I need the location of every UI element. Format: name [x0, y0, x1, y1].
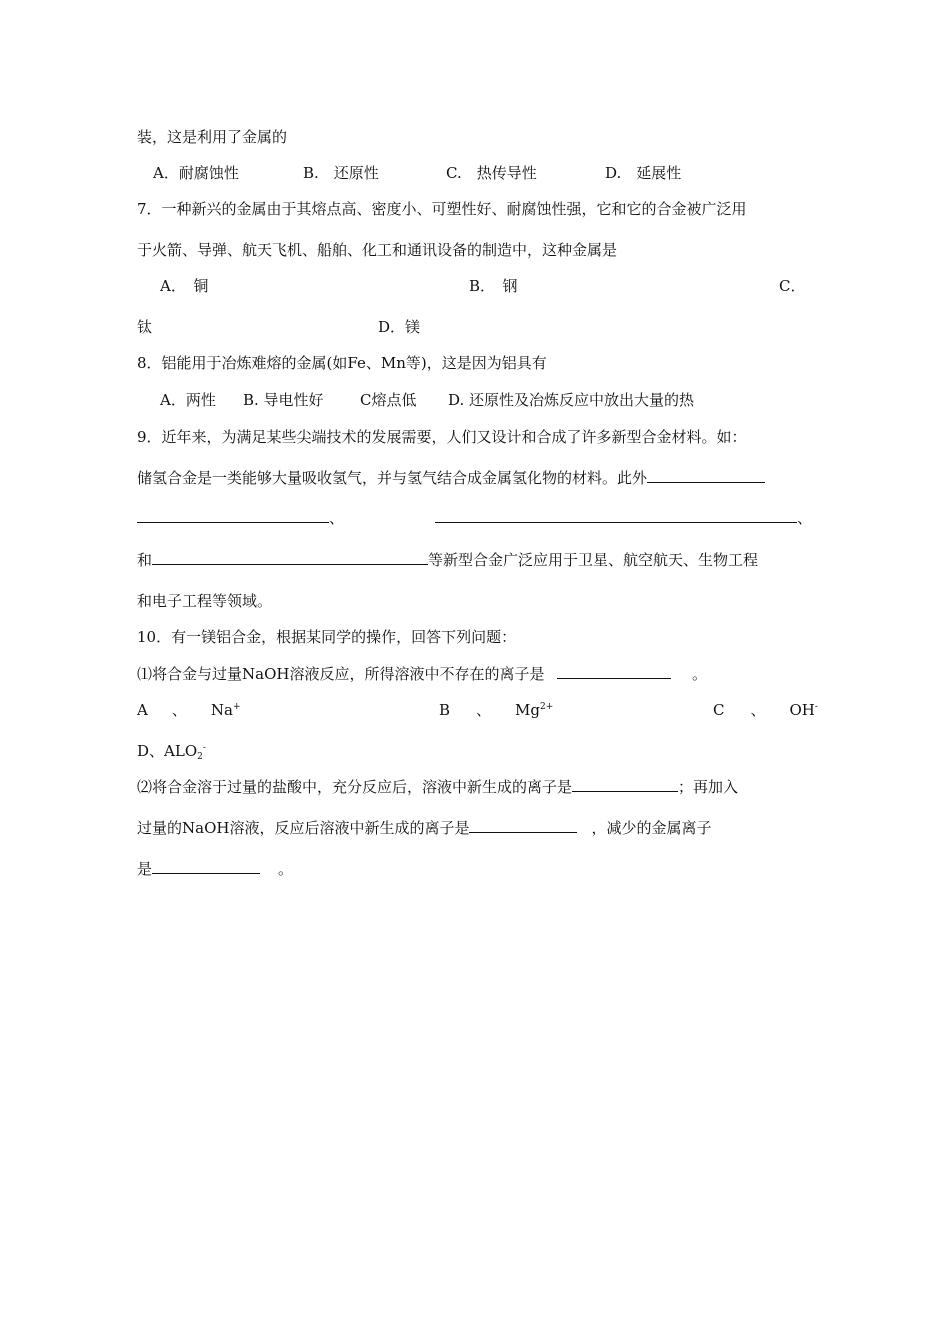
q9-line-1: 9．近年来，为满足某些尖端技术的发展需要，人们又设计和合成了许多新型合金材料。如：	[137, 428, 747, 446]
q10-option-a	[137, 700, 240, 720]
q10-part-2-line-2	[137, 818, 711, 838]
q10-option-c	[713, 700, 818, 720]
q9-separator-1: 、	[329, 509, 345, 527]
q9-and: 和	[137, 551, 153, 569]
q8-option-a: A．两性	[160, 391, 216, 409]
q6-option-c: C. 热传导性	[446, 164, 537, 182]
q10-option-c-ion: OH-	[789, 701, 818, 719]
q10-option-b-ion: $Mg^{2+}$	[515, 701, 554, 719]
q6-option-d: D. 延展性	[605, 164, 682, 182]
q7-option-c-answer: 钛	[137, 318, 153, 336]
q10-part-2-line-1-end: ；再加入	[678, 778, 739, 796]
q7-option-b: B． 钢	[469, 277, 518, 295]
q9-line-5: 和电子工程等领域。	[137, 592, 273, 610]
q10-part-2-line-3	[137, 859, 293, 879]
q7-line-2: 于火箭、导弹、航天飞机、船舶、化工和通讯设备的制造中，这种金属是	[137, 241, 618, 259]
q8-option-c: C熔点低	[360, 391, 417, 409]
q10-option-b-letter: B	[439, 701, 451, 719]
q6-option-b: B. 还原性	[303, 164, 379, 182]
q6-option-a: A．耐腐蚀性	[153, 164, 239, 182]
q7-line-1: 7．一种新兴的金属由于其熔点高、密度小、可塑性好、耐腐蚀性强，它和它的合金被广泛用	[137, 200, 747, 218]
q10-part-2-line-2-end: ，减少的金属离子	[591, 819, 712, 837]
q10-part-2-text: ⑵将合金溶于过量的盐酸中，充分反应后，溶液中新生成的离子是	[137, 778, 573, 796]
q10-part-2-line-3-text: 是	[137, 860, 153, 878]
q6-continuation: 装，这是利用了金属的	[137, 128, 288, 146]
q9-line-3b	[435, 508, 812, 528]
q10-option-b	[439, 700, 553, 720]
q10-part-2-line-2-text: 过量的NaOH溶液，反应后溶液中新生成的离子是	[137, 819, 470, 837]
q8-option-d: D. 还原性及冶炼反应中放出大量的热	[448, 391, 695, 409]
q9-line-2-text: 储氢合金是一类能够大量吸收氢气，并与氢气结合成金属氢化物的材料。此外	[137, 469, 648, 487]
q10-blank-3[interactable]	[469, 818, 577, 833]
q9-line-4	[137, 550, 758, 570]
q9-blank-2[interactable]	[435, 508, 797, 523]
q10-option-a-letter: A	[137, 701, 148, 719]
q9-separator-2: 、	[797, 509, 813, 527]
q10-option-c-letter: C	[713, 701, 725, 719]
q9-blank-1-start[interactable]	[647, 468, 765, 483]
q10-option-c-sep: 、	[750, 701, 766, 719]
q10-blank-4[interactable]	[152, 859, 260, 874]
q7-option-d: D．镁	[378, 318, 421, 336]
q10-blank-2[interactable]	[572, 777, 678, 792]
q10-option-d: D、$ALO_2^-$	[137, 742, 206, 762]
q7-option-c: C．	[779, 277, 806, 295]
q9-blank-3[interactable]	[152, 550, 428, 565]
q10-line-1: 10．有一镁铝合金，根据某同学的操作，回答下列问题：	[137, 628, 517, 646]
q10-blank-1[interactable]	[557, 664, 671, 679]
q10-part-2-line-1	[137, 777, 738, 797]
q9-line-4-rest: 等新型合金广泛应用于卫星、航空航天、生物工程	[428, 551, 759, 569]
q7-option-a: A． 铜	[160, 277, 209, 295]
q9-blank-1-end[interactable]	[137, 508, 329, 523]
q10-option-a-sep: 、	[171, 701, 187, 719]
q10-part-2-line-3-end: 。	[278, 860, 294, 878]
q10-option-b-sep: 、	[476, 701, 492, 719]
q8-option-b: B. 导电性好	[243, 391, 324, 409]
q10-part-1	[137, 664, 707, 684]
q8-line-1: 8．铝能用于冶炼难熔的金属(如Fe、Mn等)，这是因为铝具有	[137, 354, 547, 372]
q10-part-1-text: ⑴将合金与过量NaOH溶液反应，所得溶液中不存在的离子是	[137, 665, 545, 683]
q9-line-2	[137, 468, 765, 488]
q10-part-1-end: 。	[692, 665, 708, 683]
q9-line-3	[137, 508, 344, 528]
q10-option-a-ion: Na+	[210, 701, 241, 719]
